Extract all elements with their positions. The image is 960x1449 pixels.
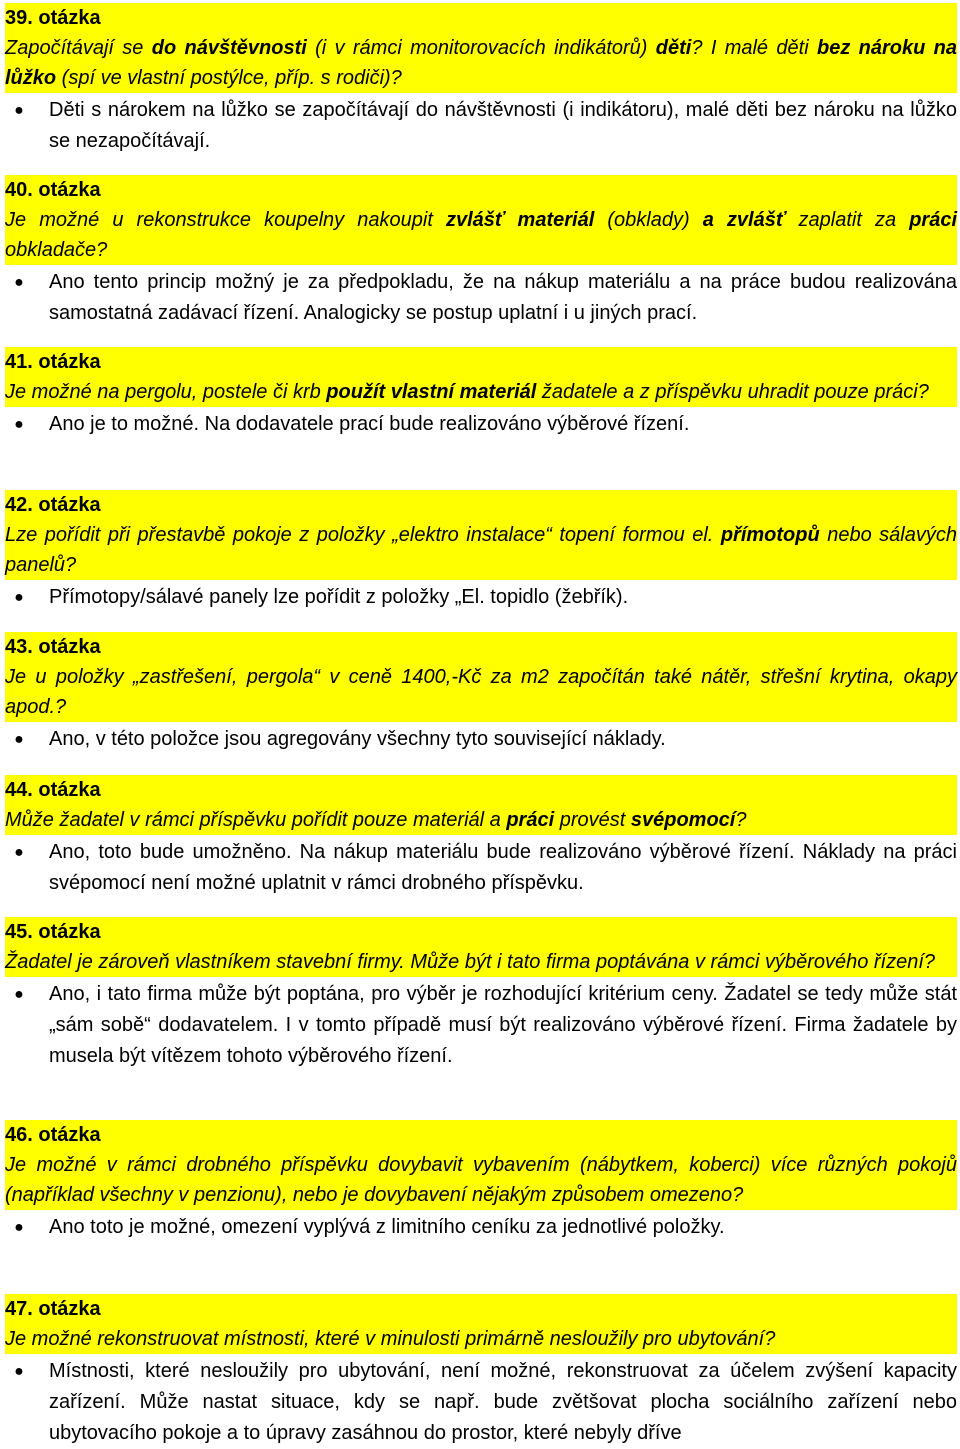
answer-text: Místnosti, které nesloužily pro ubytování, není možné, rekonstruovat za účelem zvýšení kapacity zařízení. Může nastat situace, kdy se např. bude zvětšovat plocha sociálního zařízení nebo ubytovacího pokoje a to úpravy zasáhnou do prostor, které nebyly dříve [49, 1360, 957, 1444]
answer-item [5, 409, 957, 440]
answer-item [5, 1356, 957, 1449]
question-text: Je u položky „zastřešení, pergola“ v ceně 1400,-Kč za m2 započítán také nátěr, střešní krytina, okapy apod.? [5, 666, 957, 718]
question-43 [5, 632, 957, 755]
question-number: 42. otázka [5, 494, 101, 516]
question-44 [5, 775, 957, 899]
question-text: Je možné u rekonstrukce koupelny nakoupit zvlášť materiál (obklady) a zvlášť zaplatit za práci obkladače? [5, 209, 958, 261]
question-number: 44. otázka [5, 779, 101, 801]
answer-item [5, 724, 957, 755]
bullet-icon: ● [14, 102, 24, 119]
bullet-icon: ● [14, 986, 24, 1003]
question-block [5, 3, 957, 93]
question-block [5, 347, 957, 407]
answer-text: Ano, i tato firma může být poptána, pro výběr je rozhodující kritérium ceny. Žadatel se tedy může stát „sám sobě“ dodavatelem. I v tomto případě musí být realizováno výběrové řízení. Firma žadatele by musela být vítězem tohoto výběrového řízení. [49, 983, 957, 1067]
answer-item [5, 267, 957, 329]
bullet-icon: ● [14, 274, 24, 291]
answer-text: Ano, toto bude umožněno. Na nákup materiálu bude realizováno výběrové řízení. Náklady na práci svépomocí není možné uplatnit v rámci drobného příspěvku. [49, 841, 957, 894]
answer-item [5, 1212, 957, 1243]
question-number: 45. otázka [5, 921, 101, 943]
bullet-icon: ● [14, 844, 24, 861]
question-40 [5, 175, 957, 329]
question-block [5, 775, 957, 835]
question-text: Je možné rekonstruovat místnosti, které v minulosti primárně nesloužily pro ubytování? [5, 1328, 776, 1350]
question-block [5, 175, 957, 265]
answer-text: Ano tento princip možný je za předpokladu, že na nákup materiálu a na práce budou realizována samostatná zadávací řízení. Analogicky se postup uplatní i u jiných prací. [49, 271, 957, 324]
bullet-icon: ● [14, 1219, 24, 1236]
answer-text: Ano je to možné. Na dodavatele prací bude realizováno výběrové řízení. [49, 413, 690, 435]
answer-item [5, 837, 957, 899]
bullet-icon: ● [14, 589, 24, 606]
question-number: 47. otázka [5, 1298, 101, 1320]
question-42 [5, 490, 957, 613]
question-block [5, 490, 957, 580]
question-number: 39. otázka [5, 7, 101, 29]
bullet-icon: ● [14, 416, 24, 433]
answer-text: Ano, v této položce jsou agregovány všechny tyto související náklady. [49, 728, 666, 750]
question-block [5, 917, 957, 977]
bullet-icon: ● [14, 731, 24, 748]
answer-text: Přímotopy/sálavé panely lze pořídit z položky „El. topidlo (žebřík). [49, 586, 629, 608]
question-number: 46. otázka [5, 1124, 101, 1146]
answer-item [5, 582, 957, 613]
question-block [5, 1120, 957, 1210]
question-text: Je možné na pergolu, postele či krb použít vlastní materiál žadatele a z příspěvku uhradit pouze práci? [5, 381, 929, 403]
question-number: 43. otázka [5, 636, 101, 658]
answer-text: Děti s nárokem na lůžko se započítávají do návštěvnosti (i indikátoru), malé děti bez nároku na lůžko se nezapočítávají. [49, 99, 957, 152]
question-number: 41. otázka [5, 351, 101, 373]
question-number: 40. otázka [5, 179, 101, 201]
answer-text: Ano toto je možné, omezení vyplývá z limitního ceníku za jednotlivé položky. [49, 1216, 725, 1238]
answer-item [5, 979, 957, 1072]
question-text: Žadatel je zároveň vlastníkem stavební firmy. Může být i tato firma poptávána v rámci výběrového řízení? [5, 951, 936, 973]
question-text: Započítávají se do návštěvnosti (i v rámci monitorovacích indikátorů) děti? I malé děti bez nároku na lůžko (spí ve vlastní postýlce, příp. s rodiči)? [5, 37, 958, 89]
question-45 [5, 917, 957, 1072]
question-41 [5, 347, 957, 440]
question-text: Lze pořídit při přestavbě pokoje z položky „elektro instalace“ topení formou el. přímotopů nebo sálavých panelů? [5, 524, 957, 576]
question-39 [5, 3, 957, 157]
question-text: Je možné v rámci drobného příspěvku dovybavit vybavením (nábytkem, koberci) více různých pokojů (například všechny v penzionu), nebo je dovybavení nějakým způsobem omezeno? [5, 1154, 957, 1206]
answer-item [5, 95, 957, 157]
question-47 [5, 1294, 957, 1449]
bullet-icon: ● [14, 1363, 24, 1380]
question-text: Může žadatel v rámci příspěvku pořídit pouze materiál a práci provést svépomocí? [5, 809, 747, 831]
question-block [5, 1294, 957, 1354]
question-block [5, 632, 957, 722]
question-46 [5, 1120, 957, 1243]
